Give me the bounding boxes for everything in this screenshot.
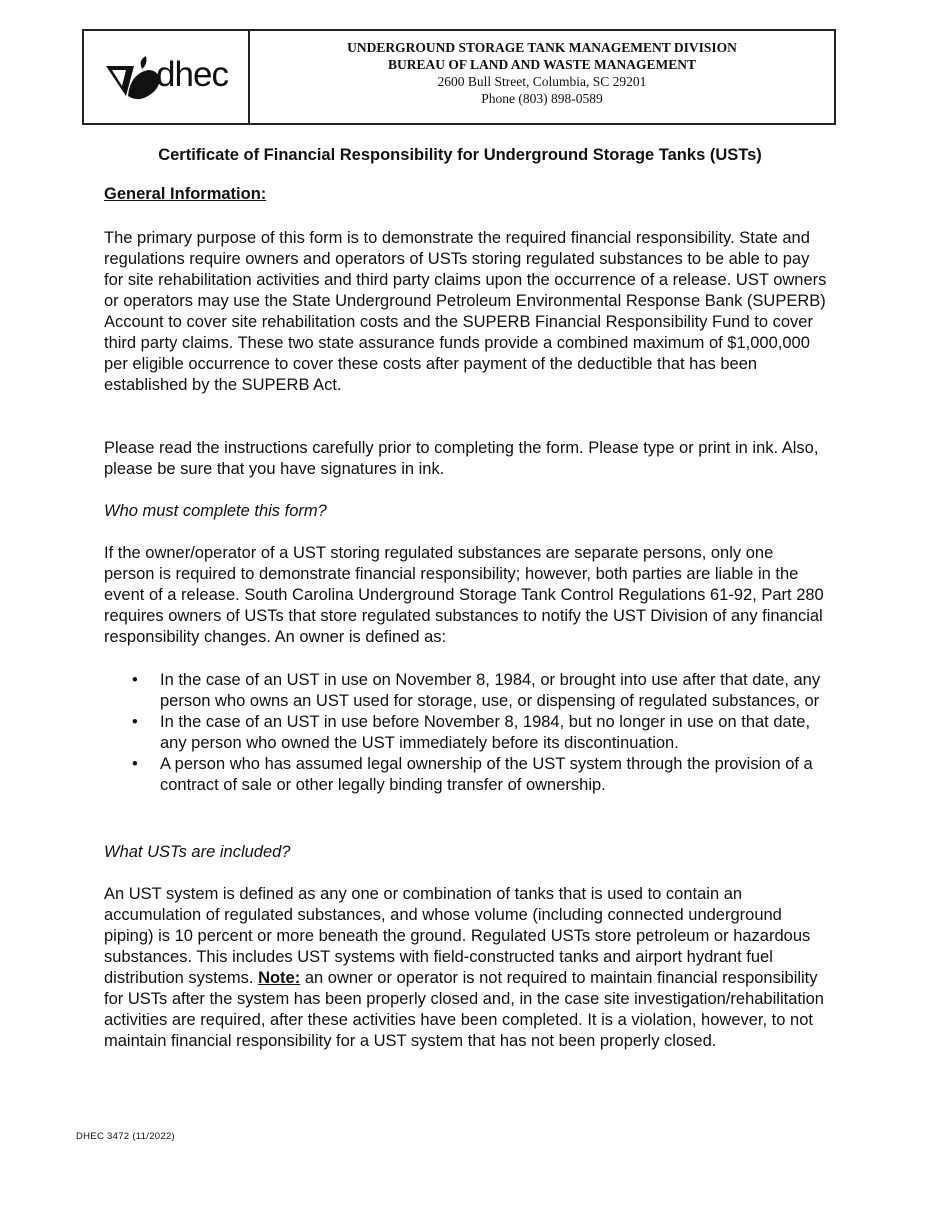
purpose-paragraph: The primary purpose of this form is to demonstrate the required financial responsibility. State and regulations require owners and operators of USTs storing regulated substances to be able to pay for site rehabilitation activities and third party claims upon the occurrence of a release. UST owners or operators may use the State Underground Petroleum Environmental Response Bank (SUPERB) Account to cover site rehabilitation costs and the SUPERB Financial Responsibility Fund to cover third party claims. These two state assurance funds provide a combined maximum of $1,000,000 per eligible occurrence to cover these costs after payment of the deductible that has been established by the SUPERB Act. (104, 229, 827, 394)
instructions-paragraph: Please read the instructions carefully prior to completing the form. Please type or print in ink. Also, please be sure that you have signatures in ink. (104, 439, 819, 478)
agency-address: 2600 Bull Street, Columbia, SC 29201 (437, 74, 647, 89)
agency-info (250, 31, 834, 123)
bureau-name: BUREAU OF LAND AND WASTE MANAGEMENT (388, 57, 696, 72)
general-information-heading: General Information: (104, 185, 267, 203)
who-answer-paragraph: If the owner/operator of a UST storing regulated substances are separate persons, only one person is required to demonstrate financial responsibility; however, both parties are liable in the event of a release. South Carolina Underground Storage Tank Control Regulations 61-92, Part 280 requires owners of USTs that store regulated substances to notify the UST Division of any financial responsibility changes. An owner is defined as: (104, 544, 824, 646)
dhec-logo (104, 56, 228, 102)
bullet-icon: • (132, 755, 138, 773)
what-question: What USTs are included? (104, 843, 291, 861)
division-name: UNDERGROUND STORAGE TANK MANAGEMENT DIVISION (347, 40, 737, 55)
owner-definition-list (130, 670, 830, 796)
who-question: Who must complete this form? (104, 502, 327, 520)
bullet-icon: • (132, 671, 138, 689)
list-item: • A person who has assumed legal ownership of the UST system through the provision of a contract of sale or other legally binding transfer of ownership. (132, 755, 813, 794)
logo-cell (84, 31, 250, 123)
bullet-icon: • (132, 713, 138, 731)
logo-wordmark: dhec (156, 55, 228, 94)
form-code: DHEC 3472 (11/2022) (76, 1131, 175, 1142)
agency-phone: Phone (803) 898-0589 (481, 91, 603, 106)
list-item: • In the case of an UST in use on November 8, 1984, or brought into use after that date, any person who owns an UST used for storage, use, or dispensing of regulated substances, or (132, 671, 821, 710)
list-item: • In the case of an UST in use before November 8, 1984, but no longer in use on that date, any person who owned the UST immediately before its discontinuation. (132, 713, 811, 752)
palmetto-logo-icon (104, 56, 162, 102)
what-answer-paragraph: An UST system is defined as any one or combination of tanks that is used to contain an accumulation of regulated substances, and whose volume (including connected underground piping) is 10 percent or more beneath the ground. Regulated USTs store petroleum or hazardous substances. This includes UST systems with field-constructed tanks and airport hydrant fuel distribution systems. Note: an owner or operator is not required to maintain financial responsibility for USTs after the system has been properly closed and, in the case site investigation/rehabilitation activities are required, after these activities have been completed. It is a violation, however, to not maintain financial responsibility for a UST system that has not been properly closed. (104, 885, 824, 1050)
document-title: Certificate of Financial Responsibility for Underground Storage Tanks (USTs) (158, 146, 762, 164)
note-label: Note: (258, 969, 301, 987)
letterhead-box (82, 29, 836, 125)
